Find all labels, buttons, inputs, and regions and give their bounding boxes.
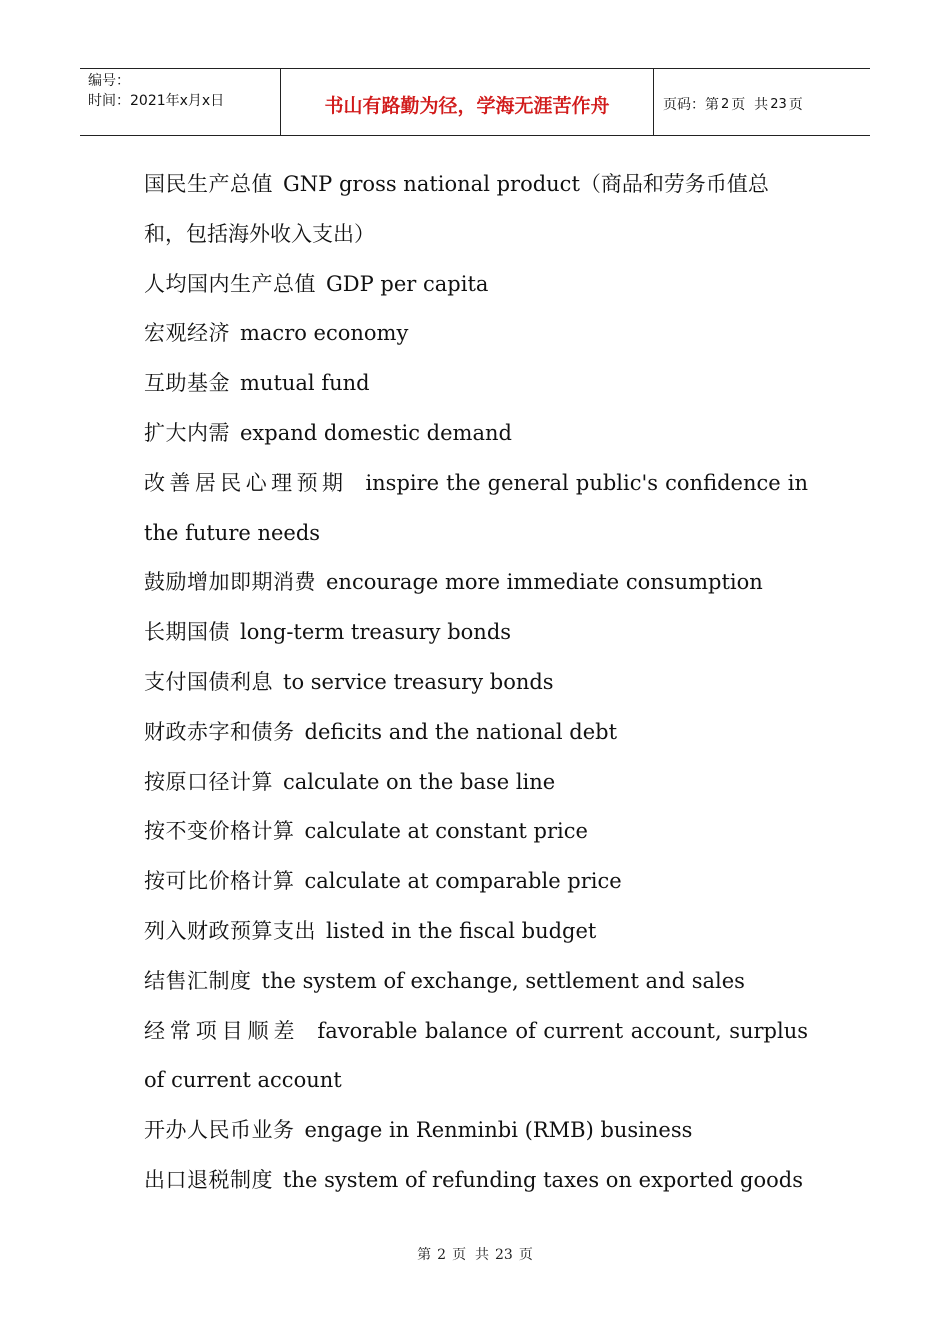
glossary-entry xyxy=(144,1106,808,1156)
term-chinese: 长期国债 xyxy=(144,620,230,645)
term-chinese: 鼓励增加即期消费 xyxy=(144,570,316,595)
glossary-entry xyxy=(144,708,808,758)
term-chinese: 按可比价格计算 xyxy=(144,869,295,894)
footer-mid: 页 共 xyxy=(452,1247,489,1263)
glossary-entry xyxy=(144,608,808,658)
glossary-entry xyxy=(144,907,808,957)
term-chinese: 出口退税制度 xyxy=(144,1167,273,1192)
term-english: macro economy xyxy=(240,321,409,346)
page-total: 23 xyxy=(770,96,787,112)
term-english: long-term treasury bonds xyxy=(240,620,512,645)
glossary-entry xyxy=(144,758,808,808)
term-chinese: 宏观经济 xyxy=(144,321,230,346)
glossary-entry xyxy=(144,1156,808,1206)
glossary-entry xyxy=(144,359,808,409)
glossary-entry xyxy=(144,857,808,907)
term-chinese: 结售汇制度 xyxy=(144,968,252,993)
glossary-list xyxy=(144,160,808,1206)
term-english: to service treasury bonds xyxy=(283,669,554,694)
document-time-label: 时间：2021年x月x日 xyxy=(88,93,225,109)
term-english: calculate on the base line xyxy=(283,769,556,794)
term-chinese: 互助基金 xyxy=(144,371,230,396)
term-english: the system of refunding taxes on exported goods xyxy=(283,1167,803,1192)
term-english: expand domestic demand xyxy=(240,420,512,445)
term-english: favorable balance of current account, surplus of current account xyxy=(144,1018,808,1093)
term-english: GNP gross national product（商品和劳务币值总和，包括海外收入支出） xyxy=(144,172,769,246)
glossary-entry xyxy=(144,409,808,459)
page-prefix: 页码：第 xyxy=(663,97,719,113)
glossary-entry xyxy=(144,957,808,1007)
header-motto: 书山有路勤为径，学海无涯苦作舟 xyxy=(281,69,654,135)
term-english: calculate at comparable price xyxy=(304,869,622,894)
footer-prefix: 第 xyxy=(417,1247,432,1263)
term-english: deficits and the national debt xyxy=(304,719,618,744)
header-page-indicator xyxy=(654,69,870,135)
term-chinese: 按原口径计算 xyxy=(144,769,273,794)
page-mid: 页 共 xyxy=(731,97,769,113)
glossary-entry xyxy=(144,658,808,708)
term-english: encourage more immediate consumption xyxy=(326,570,763,595)
page-footer xyxy=(0,1244,950,1264)
footer-current-page: 2 xyxy=(437,1247,447,1263)
glossary-entry xyxy=(144,309,808,359)
term-chinese: 经常项目顺差 xyxy=(144,1018,300,1043)
glossary-entry xyxy=(144,1007,808,1107)
term-english: engage in Renminbi (RMB) business xyxy=(304,1118,693,1143)
page-header xyxy=(80,68,870,136)
term-english: inspire the general public's confidence in the future needs xyxy=(144,470,809,545)
term-english: GDP per capita xyxy=(326,271,489,296)
glossary-entry xyxy=(144,558,808,608)
glossary-entry xyxy=(144,160,808,260)
term-english: mutual fund xyxy=(240,371,370,396)
term-chinese: 改善居民心理预期 xyxy=(144,470,348,495)
term-chinese: 扩大内需 xyxy=(144,420,230,445)
term-chinese: 人均国内生产总值 xyxy=(144,271,316,296)
term-chinese: 财政赤字和债务 xyxy=(144,719,295,744)
document-number-label: 编号： xyxy=(88,73,130,89)
term-chinese: 按不变价格计算 xyxy=(144,819,295,844)
term-chinese: 开办人民币业务 xyxy=(144,1118,295,1143)
header-meta xyxy=(80,69,281,135)
term-english: the system of exchange, settlement and sales xyxy=(261,968,745,993)
term-english: calculate at constant price xyxy=(304,819,588,844)
page-suffix: 页 xyxy=(788,97,803,113)
glossary-entry xyxy=(144,260,808,310)
term-english: listed in the fiscal budget xyxy=(326,918,597,943)
term-chinese: 国民生产总值 xyxy=(144,172,273,196)
term-chinese: 支付国债利息 xyxy=(144,669,273,694)
glossary-entry xyxy=(144,459,808,559)
page-current: 2 xyxy=(721,96,730,112)
footer-total-pages: 23 xyxy=(495,1247,513,1263)
glossary-entry xyxy=(144,807,808,857)
footer-suffix: 页 xyxy=(518,1247,533,1263)
term-chinese: 列入财政预算支出 xyxy=(144,918,316,943)
